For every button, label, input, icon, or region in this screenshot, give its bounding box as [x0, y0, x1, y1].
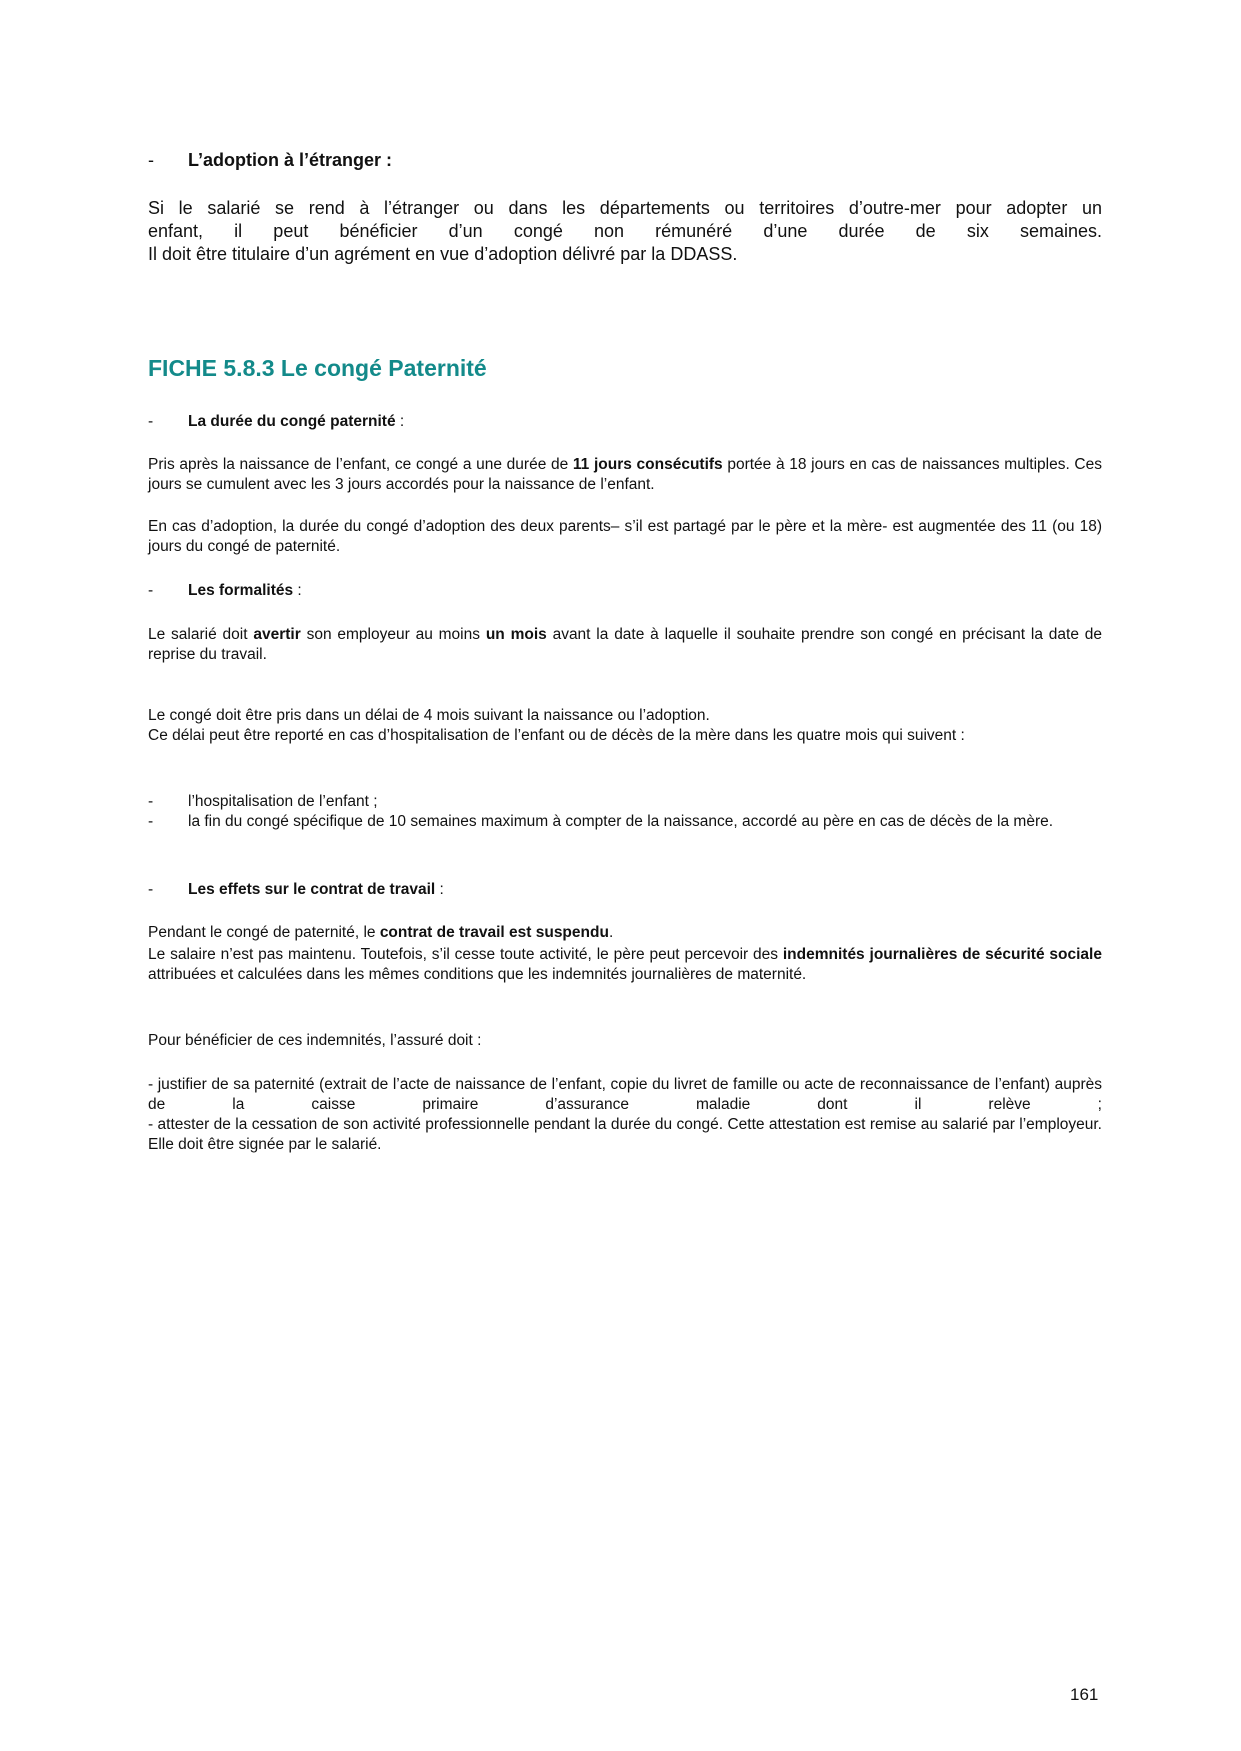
list-item-text: la fin du congé spécifique de 10 semaines maximum à compter de la naissance, accordé au père en cas de décès de la mère. — [188, 813, 1054, 830]
effets-paragraph-1 — [148, 923, 1102, 943]
list-item — [148, 792, 1102, 812]
effets-p4-line-1: - justifier de sa paternité (extrait de l’acte de naissance de l’enfant, copie du livret de famille ou acte de reconnaissance de l’enfant) auprès de la caisse primaire d’assurance maladie dont il relève ; — [148, 1076, 1102, 1113]
formalites-list — [148, 792, 1102, 832]
effets-p2-bold: indemnités journalières de sécurité sociale — [782, 946, 1102, 963]
formalites-heading-line — [148, 581, 1102, 601]
duree-paragraph-2: En cas d’adoption, la durée du congé d’adoption des deux parents– s’il est partagé par le père et la mère- est augmentée des 11 (ou 18) jours du congé de paternité. — [148, 518, 1102, 555]
effets-p2-text-end: attribuées et calculées dans les mêmes conditions que les indemnités journalières de maternité. — [148, 966, 807, 983]
effets-p1-text: Pendant le congé de paternité, le — [148, 924, 380, 941]
effets-paragraph-2 — [148, 945, 1102, 985]
adoption-line-3: Il doit être titulaire d’un agrément en vue d’adoption délivré par la DDASS. — [148, 244, 738, 264]
effets-heading: Les effets sur le contrat de travail — [188, 881, 436, 898]
duree-heading-line — [148, 412, 1102, 432]
effets-heading-line — [148, 880, 1102, 900]
formalites-paragraph-2 — [148, 706, 1102, 746]
formalites-p1-bold-2: un mois — [485, 626, 547, 643]
formalites-p1-text-2: son employeur au moins — [300, 626, 486, 643]
effets-p4-line-2: - attester de la cessation de son activité professionnelle pendant la durée du congé. Cette attestation est remise au salarié par l’employeur. Elle doit être signée par le salarié. — [148, 1116, 1102, 1153]
bullet-dash: - — [148, 881, 154, 898]
formalites-p1-text: Le salarié doit — [148, 626, 254, 643]
bullet-dash: - — [148, 793, 154, 810]
duree-p1-text-end: portée à 18 jours en cas de naissances multiples. Ces jours se cumulent avec les 3 jours accordés pour la naissance de l’enfant. — [148, 456, 1102, 493]
effets-p2-text: Le salaire n’est pas maintenu. Toutefois, s’il cesse toute activité, le père peut percevoir des — [148, 946, 783, 963]
formalites-paragraph-1 — [148, 625, 1102, 665]
formalites-colon: : — [293, 582, 302, 599]
adoption-heading-line — [148, 149, 1102, 172]
list-item-text: l’hospitalisation de l’enfant ; — [188, 793, 378, 810]
formalites-p1-bold-1: avertir — [253, 626, 301, 643]
adoption-line-1: Si le salarié se rend à l’étranger ou dans les départements ou territoires d’outre-mer pour adopter un — [148, 198, 1102, 218]
bullet-dash: - — [148, 413, 154, 430]
formalites-heading: Les formalités — [188, 582, 294, 599]
bullet-dash: - — [148, 813, 154, 830]
formalites-p2-line-1: Le congé doit être pris dans un délai de 4 mois suivant la naissance ou l’adoption. — [148, 707, 710, 724]
formalites-p1-text-3: avant la date à laquelle il souhaite prendre son congé en précisant la date de reprise du travail. — [148, 626, 1102, 663]
duree-colon: : — [395, 413, 405, 430]
duree-paragraph-1 — [148, 455, 1102, 495]
effets-colon: : — [435, 881, 444, 898]
effets-p1-end: . — [608, 924, 614, 941]
effets-p1-bold: contrat de travail est suspendu — [379, 924, 609, 941]
adoption-heading: L’adoption à l’étranger : — [188, 150, 393, 170]
duree-p1-text: Pris après la naissance de l’enfant, ce congé a une durée de — [148, 456, 573, 473]
list-item — [148, 812, 1102, 832]
fiche-title: FICHE 5.8.3 Le congé Paternité — [148, 355, 487, 381]
effets-paragraph-4 — [148, 1075, 1102, 1155]
adoption-line-2: enfant, il peut bénéficier d’un congé non rémunéré d’une durée de six semaines. — [148, 221, 1102, 241]
bullet-dash: - — [148, 150, 154, 170]
duree-p1-bold: 11 jours consécutifs — [572, 456, 723, 473]
effets-paragraph-3: Pour bénéficier de ces indemnités, l’assuré doit : — [148, 1032, 482, 1049]
bullet-dash: - — [148, 582, 154, 599]
page-number: 161 — [1070, 1685, 1099, 1704]
adoption-paragraph — [148, 197, 1102, 266]
formalites-p2-line-2: Ce délai peut être reporté en cas d’hospitalisation de l’enfant ou de décès de la mère dans les quatre mois qui suivent : — [148, 727, 965, 744]
duree-heading: La durée du congé paternité — [188, 413, 396, 430]
